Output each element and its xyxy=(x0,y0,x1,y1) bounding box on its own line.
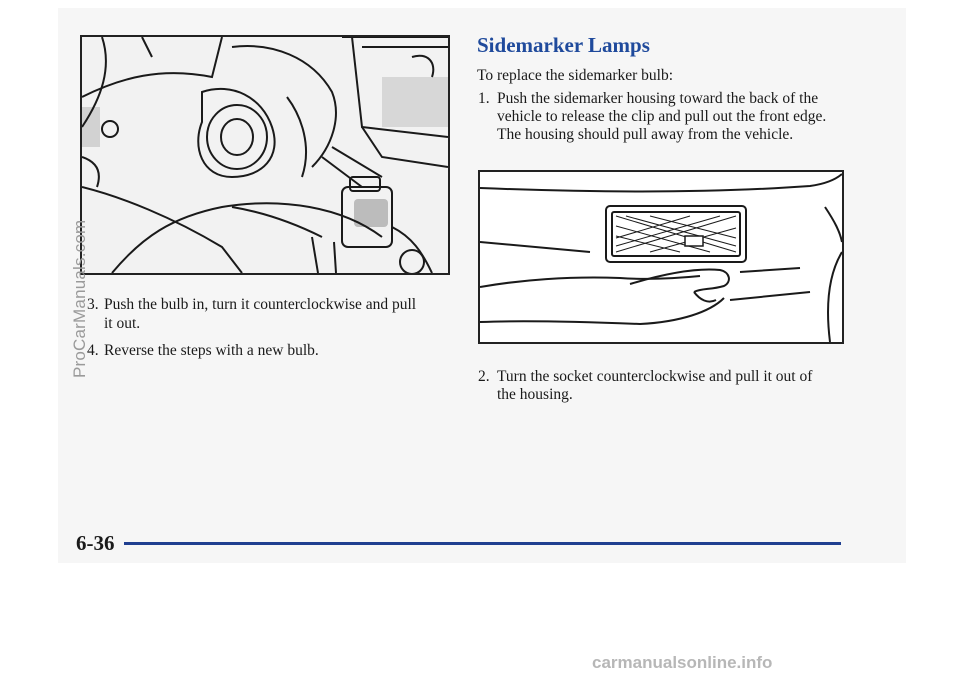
side-watermark: ProCarManuals.com xyxy=(70,219,89,378)
step-1-text-line3: The housing should pull away from the vehicle. xyxy=(497,126,794,143)
sidemarker-illustration xyxy=(478,170,844,344)
step-1-text-line2: vehicle to release the clip and pull out the front edge. xyxy=(497,108,827,125)
section-intro: To replace the sidemarker bulb: xyxy=(477,67,674,84)
bottom-watermark: carmanualsonline.info xyxy=(592,653,773,672)
step-1-text-line1: Push the sidemarker housing toward the back of the xyxy=(497,90,819,107)
bulb-removal-drawing xyxy=(82,37,448,273)
step-2-number: 2. xyxy=(478,368,490,385)
step-3-number: 3. xyxy=(87,296,99,313)
step-2-text-line2: the housing. xyxy=(497,386,573,403)
page-number: 6-36 xyxy=(76,531,115,555)
step-3-text-line2: it out. xyxy=(104,315,141,332)
step-1-number: 1. xyxy=(478,90,490,107)
step-2-text-line1: Turn the socket counterclockwise and pull it out of xyxy=(497,368,813,385)
step-4-number: 4. xyxy=(87,342,99,359)
step-3-text-line1: Push the bulb in, turn it counterclockwise and pull xyxy=(104,296,417,313)
section-heading: Sidemarker Lamps xyxy=(477,33,650,57)
step-4-text: Reverse the steps with a new bulb. xyxy=(104,342,319,359)
sidemarker-drawing xyxy=(480,172,842,342)
bulb-removal-illustration xyxy=(80,35,450,275)
footer-rule xyxy=(124,542,841,545)
